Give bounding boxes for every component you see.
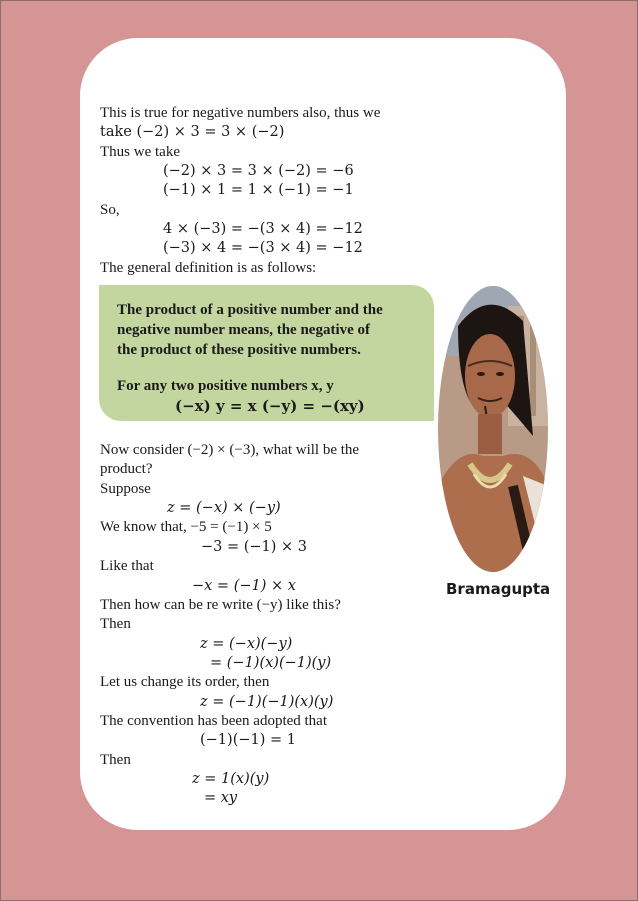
- bramagupta-portrait: [438, 286, 548, 572]
- text-line: Then how can be re write (−y) like this?: [100, 597, 341, 613]
- portrait-caption: Bramagupta: [446, 580, 551, 598]
- equation: = xy: [204, 790, 238, 806]
- text-line: Thus we take: [100, 144, 180, 160]
- definition-line: the product of these positive numbers.: [117, 342, 361, 358]
- equation: (−1)(−1) = 1: [200, 732, 296, 748]
- text-line: Like that: [100, 558, 154, 574]
- text-line: product?: [100, 461, 153, 477]
- text-line: Then: [100, 616, 131, 632]
- equation: −x = (−1) × x: [192, 578, 296, 594]
- equation: (−1) × 1 = 1 × (−1) = −1: [163, 182, 354, 198]
- equation: z = 1(x)(y): [192, 771, 270, 787]
- math-line: take (−2) × 3 = 3 × (−2): [100, 124, 285, 140]
- equation: (−2) × 3 = 3 × (−2) = −6: [163, 163, 354, 179]
- definition-formula: (−x) y = x (−y) = −(xy): [175, 397, 365, 415]
- equation: = (−1)(x)(−1)(y): [210, 655, 332, 671]
- text-line: Let us change its order, then: [100, 674, 270, 690]
- definition-line: For any two positive numbers x, y: [117, 378, 334, 394]
- equation: z = (−x)(−y): [200, 636, 293, 652]
- definition-box: [99, 285, 434, 421]
- text-line: We know that, −5 = (−1) × 5: [100, 519, 272, 535]
- equation: (−3) × 4 = −(3 × 4) = −12: [163, 240, 363, 256]
- text-line: So,: [100, 202, 120, 218]
- text-line: Then: [100, 752, 131, 768]
- text-line: This is true for negative numbers also, thus we: [100, 105, 381, 121]
- text-line: The convention has been adopted that: [100, 713, 328, 729]
- text-line: The general definition is as follows:: [100, 260, 317, 276]
- equation: z = (−1)(−1)(x)(y): [200, 694, 334, 710]
- text-line: Suppose: [100, 481, 151, 497]
- text-line: Now consider (−2) × (−3), what will be the: [100, 442, 360, 458]
- definition-line: The product of a positive number and the: [117, 302, 383, 318]
- equation: 4 × (−3) = −(3 × 4) = −12: [163, 221, 363, 237]
- equation: −3 = (−1) × 3: [201, 539, 308, 555]
- definition-line: negative number means, the negative of: [117, 322, 371, 338]
- portrait-image: [438, 286, 548, 572]
- equation: z = (−x) × (−y): [167, 500, 281, 516]
